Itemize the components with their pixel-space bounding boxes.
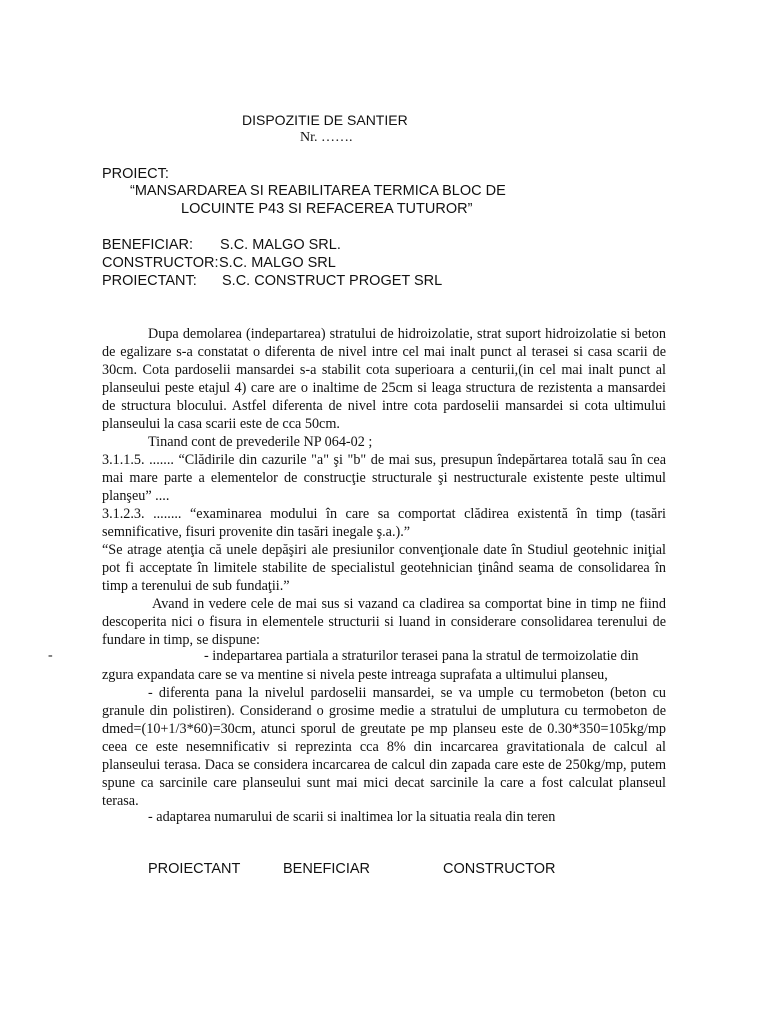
bullet-dash: - bbox=[48, 648, 53, 663]
proiectant-label: PROIECTANT: bbox=[102, 273, 197, 289]
signature-beneficiar: BENEFICIAR bbox=[283, 861, 371, 877]
disposition-item-3: - adaptarea numarului de scarii si inaltimea lor la situatia reala din teren bbox=[148, 809, 556, 825]
constructor-label: CONSTRUCTOR: bbox=[102, 255, 219, 271]
paragraph-quote-geotehnic: “Se atrage atenţia că unele depăşiri ale presiunilor convenţionale date în Studiul geotehnic iniţial pot fi acceptate în limitele stabilite de specialistul geotehnician ţinând seama de consolidarea în timp a terenului de sub fundaţii.” bbox=[102, 542, 666, 594]
document-title: DISPOZITIE DE SANTIER bbox=[242, 112, 408, 128]
project-name-line2: LOCUINTE P43 SI REFACEREA TUTUROR” bbox=[181, 201, 473, 217]
paragraph-context: Dupa demolarea (indepartarea) stratului de hidroizolatie, strat suport hidroizolatie si beton de egalizare s-a constatat o diferenta de nivel intre cel mai inalt punct al terasei si casa scarii de 30cm. Cota pardoselii mansardei s-a stabilit cota superioara a centurii,(in cel mai inalt punct al planseului peste etajul 4) care are o inaltime de 25cm si leaga structura de rezistenta a mansardei de structura blocului. Astfel diferenta de nivel intre cota pardoselii mansardei si cota ultimului planseului la casa scarii este de cca 50cm. bbox=[102, 326, 666, 432]
proiectant-value: S.C. CONSTRUCT PROGET SRL bbox=[222, 273, 443, 289]
paragraph-norm-reference: Tinand cont de prevederile NP 064-02 ; bbox=[148, 434, 373, 450]
disposition-item-1-line1: - indepartarea partiala a straturilor terasei pana la stratul de termoizolatie din bbox=[204, 648, 639, 664]
disposition-item-1-line2: zgura expandata care se va mentine si nivela peste intreaga suprafata a ultimului planseu, bbox=[102, 667, 608, 683]
project-name-line1: “MANSARDAREA SI REABILITAREA TERMICA BLOC DE bbox=[130, 183, 506, 199]
paragraph-quote-3123: 3.1.2.3. ........ “examinarea modului în care sa comportat clădirea existentă în timp (tasări semnificative, fisuri provenite din tasări inegale ş.a.).” bbox=[102, 506, 666, 540]
disposition-item-2: - diferenta pana la nivelul pardoselii mansardei, se va umple cu termobeton (beton cu granule din polistiren). Considerand o grosime medie a stratului de umplutura cu termobeton de dmed=(10+1/3*60)=30cm, atunci sporul de greutate pe mp planseu este de 0.30*350=105kg/mp ceea ce este nesemnificativ si reprezinta cca 8% din incarcarea gravitationala de calcul al planseului terasa. Daca se considera incarcarea de calcul din zapada care este de 250kg/mp, putem spune ca sarcinile care planseului sunt mai mici decat sarcinile la care a fost calculat planseul terasa. bbox=[102, 685, 666, 809]
paragraph-considerations: Avand in vedere cele de mai sus si vazand ca cladirea sa comportat bine in timp ne fiind descoperita nici o fisura in elementele structurii si luand in considerare consolidarea terenului de fundare in timp, se dispune: bbox=[102, 596, 666, 648]
beneficiar-value: S.C. MALGO SRL. bbox=[220, 237, 341, 253]
beneficiar-label: BENEFICIAR: bbox=[102, 237, 194, 253]
signature-proiectant: PROIECTANT bbox=[148, 861, 241, 877]
paragraph-quote-3115: 3.1.1.5. ....... “Clădirile din cazurile "a" şi "b" de mai sus, presupun îndepărtarea totală sau în cea mai mare parte a elementelor de construcţie structurale şi nestructurale existente peste ultimul planşeu” .... bbox=[102, 452, 666, 504]
signature-constructor: CONSTRUCTOR bbox=[443, 861, 556, 877]
project-label: PROIECT: bbox=[102, 166, 169, 182]
document-number: Nr. ……. bbox=[300, 130, 353, 145]
constructor-value: S.C. MALGO SRL bbox=[219, 255, 336, 271]
